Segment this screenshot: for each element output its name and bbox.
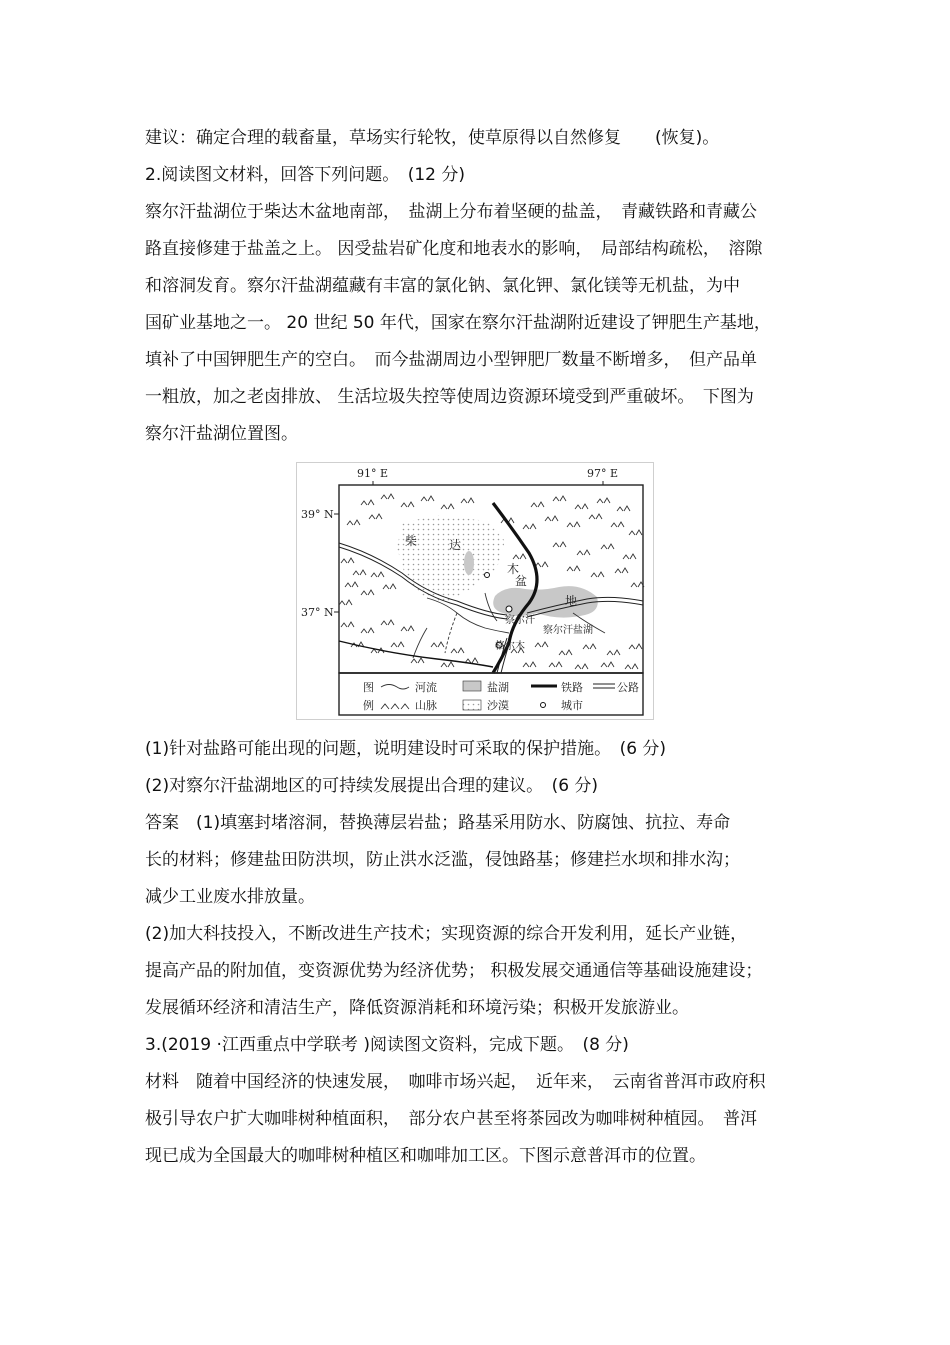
location-map — [296, 462, 654, 720]
text-line: (1)针对盐路可能出现的问题，说明建设时可采取的保护措施。 (6 分) — [145, 739, 667, 759]
text-line: 现已成为全国最大的咖啡树种植区和咖啡加工区。下图示意普洱市的位置。 — [145, 1146, 706, 1166]
mountain-symbol — [617, 506, 630, 511]
mountain-symbol — [629, 530, 642, 535]
mountain-symbol — [531, 502, 544, 507]
text-line: 减少工业废水排放量。 — [145, 887, 315, 907]
mountain-symbol — [589, 514, 602, 519]
mountain-symbol — [441, 662, 454, 667]
mountain-symbol — [341, 622, 354, 627]
legend-title-1: 图 — [363, 681, 374, 694]
salt-lake — [493, 586, 598, 617]
legend-mountain-label: 山脉 — [415, 699, 437, 712]
mountain-symbol — [549, 662, 562, 667]
text-line: 建议：确定合理的载畜量，草场实行轮牧，使草原得以自然修复 (恢复)。 — [145, 128, 720, 148]
mountain-symbol — [523, 662, 536, 667]
mountain-symbol — [601, 662, 614, 667]
text-line: 提高产品的附加值，变资源优势为经济优势； 积极发展交通通信等基础设施建设； — [145, 961, 763, 981]
text-line: 极引导农户扩大咖啡树种植面积， 部分农户甚至将茶园改为咖啡树种植园。 普洱 — [145, 1109, 757, 1129]
mountain-symbol — [577, 550, 590, 555]
mountain-symbol — [559, 650, 572, 655]
text-line: 2.阅读图文材料，回答下列问题。 (12 分) — [145, 165, 466, 185]
mountain-symbol — [523, 524, 536, 529]
map-border — [339, 485, 643, 673]
mountain-symbol — [623, 554, 636, 559]
mountain-symbol — [361, 628, 374, 633]
text-line: 国矿业基地之一。 20 世纪 50 年代，国家在察尔汗盐湖附近建设了钾肥生产基地， — [145, 313, 771, 333]
mountain-symbol — [401, 502, 414, 507]
lat-label-37: 37° N — [301, 606, 334, 619]
map-svg — [297, 463, 653, 719]
mountain-symbol — [545, 516, 558, 521]
place-char-1: 柴 — [405, 534, 418, 548]
lon-label-91: 91° E — [357, 467, 389, 480]
desert-area — [397, 515, 505, 603]
legend-river-label: 河流 — [415, 681, 437, 694]
mountain-symbol — [625, 664, 638, 669]
place-char-3: 木 — [507, 562, 520, 576]
mountain-symbol — [575, 504, 588, 509]
mountain-symbol — [631, 582, 644, 587]
mountain-symbol — [601, 544, 614, 549]
city-marker-small — [485, 573, 490, 578]
city-label-geermu: 格尔木 — [495, 641, 525, 652]
mountain-symbol — [597, 498, 610, 503]
highway-south — [339, 641, 493, 667]
mountain-symbol — [567, 566, 580, 571]
mountain-symbol — [535, 562, 548, 567]
text-line: 长的材料；修建盐田防洪坝，防止洪水泛滥，侵蚀路基；修建拦水坝和排水沟； — [145, 850, 740, 870]
mountain-symbol — [607, 650, 620, 655]
mountain-symbol — [361, 590, 374, 595]
mountain-symbol — [461, 498, 474, 503]
legend-salt-lake-label: 盐湖 — [487, 681, 509, 694]
text-line: 填补了中国钾肥生产的空白。 而今盐湖周边小型钾肥厂数量不断增多， 但产品单 — [145, 350, 757, 370]
mountain-symbol — [629, 644, 642, 649]
city-marker-chaerhan — [506, 606, 512, 612]
text-line: 路直接修建于盐盖之上。 因受盐岩矿化度和地表水的影响， 局部结构疏松， 溶隙 — [145, 239, 763, 259]
mountain-symbol — [353, 570, 366, 575]
mountain-symbol — [553, 496, 566, 501]
legend-mountain-symbol — [381, 704, 409, 709]
mountain-symbol — [615, 568, 628, 573]
mountain-symbol — [341, 558, 354, 563]
legend-desert-label: 沙漠 — [487, 699, 509, 712]
mountain-symbol — [411, 658, 424, 663]
legend-railway-label: 铁路 — [561, 681, 583, 694]
mountain-symbol — [567, 522, 580, 527]
small-salt-lake — [464, 551, 474, 575]
text-line: 材料 随着中国经济的快速发展， 咖啡市场兴起， 近年来， 云南省普洱市政府积 — [145, 1072, 766, 1092]
text-line: (2)对察尔汗盐湖地区的可持续发展提出合理的建议。 (6 分) — [145, 776, 599, 796]
mountain-symbol — [371, 572, 384, 577]
mountain-symbol — [347, 520, 360, 525]
mountain-ranges — [339, 494, 644, 669]
legend-desert-symbol — [463, 700, 481, 710]
legend-city-symbol — [541, 703, 546, 708]
mountain-symbol — [451, 648, 464, 653]
text-line: 察尔汗盐湖位于柴达木盆地南部， 盐湖上分布着坚硬的盐盖， 青藏铁路和青藏公 — [145, 202, 757, 222]
text-line: 察尔汗盐湖位置图。 — [145, 424, 298, 444]
text-line: 发展循环经济和清洁生产，降低资源消耗和环境污染；积极开发旅游业。 — [145, 998, 689, 1018]
mountain-symbol — [401, 626, 414, 631]
mountain-symbol — [339, 600, 352, 605]
mountain-symbol — [369, 514, 382, 519]
city-label-chaerhan: 察尔汗 — [505, 615, 535, 626]
lat-label-39: 39° N — [301, 508, 334, 521]
lon-label-97: 97° E — [587, 467, 619, 480]
text-line: 一粗放，加之老卤排放、 生活垃圾失控等使周边资源环境受到严重破坏。 下图为 — [145, 387, 754, 407]
text-line: 答案 (1)填塞封堵溶洞，替换薄层岩盐；路基采用防水、防腐蚀、抗拉、寿命 — [145, 813, 731, 833]
mountain-symbol — [513, 554, 526, 559]
mountain-symbol — [345, 582, 358, 587]
legend-salt-lake-symbol — [463, 681, 481, 691]
mountain-symbol — [441, 504, 454, 509]
mountain-symbol — [611, 522, 624, 527]
legend-city-label: 城市 — [561, 699, 583, 712]
mountain-symbol — [421, 496, 434, 501]
mountain-symbol — [381, 620, 394, 625]
mountain-symbol — [583, 644, 596, 649]
mountain-symbol — [431, 642, 444, 647]
legend-highway-label: 公路 — [617, 681, 639, 694]
place-char-4: 盆 — [515, 574, 528, 588]
place-char-5: 地 — [565, 594, 578, 608]
mountain-symbol — [391, 642, 404, 647]
text-line: (2)加大科技投入，不断改进生产技术；实现资源的综合开发利用，延长产业链， — [145, 924, 748, 944]
legend-title-2: 例 — [363, 699, 374, 712]
mountain-symbol — [535, 642, 548, 647]
place-char-2: 达 — [449, 538, 462, 552]
lake-label: 察尔汗盐湖 — [543, 625, 593, 636]
mountain-symbol — [591, 572, 604, 577]
mountain-symbol — [383, 584, 396, 589]
mountain-symbol — [575, 664, 588, 669]
mountain-symbol — [361, 500, 374, 505]
legend-river-symbol — [381, 685, 409, 690]
text-line: 和溶洞发育。察尔汗盐湖蕴藏有丰富的氯化钠、氯化钾、氯化镁等无机盐，为中 — [145, 276, 740, 296]
legend — [339, 673, 643, 715]
mountain-symbol — [553, 542, 566, 547]
mountain-symbol — [381, 494, 394, 499]
text-line: 3.(2019 ·江西重点中学联考 )阅读图文资料，完成下题。 (8 分) — [145, 1035, 629, 1055]
